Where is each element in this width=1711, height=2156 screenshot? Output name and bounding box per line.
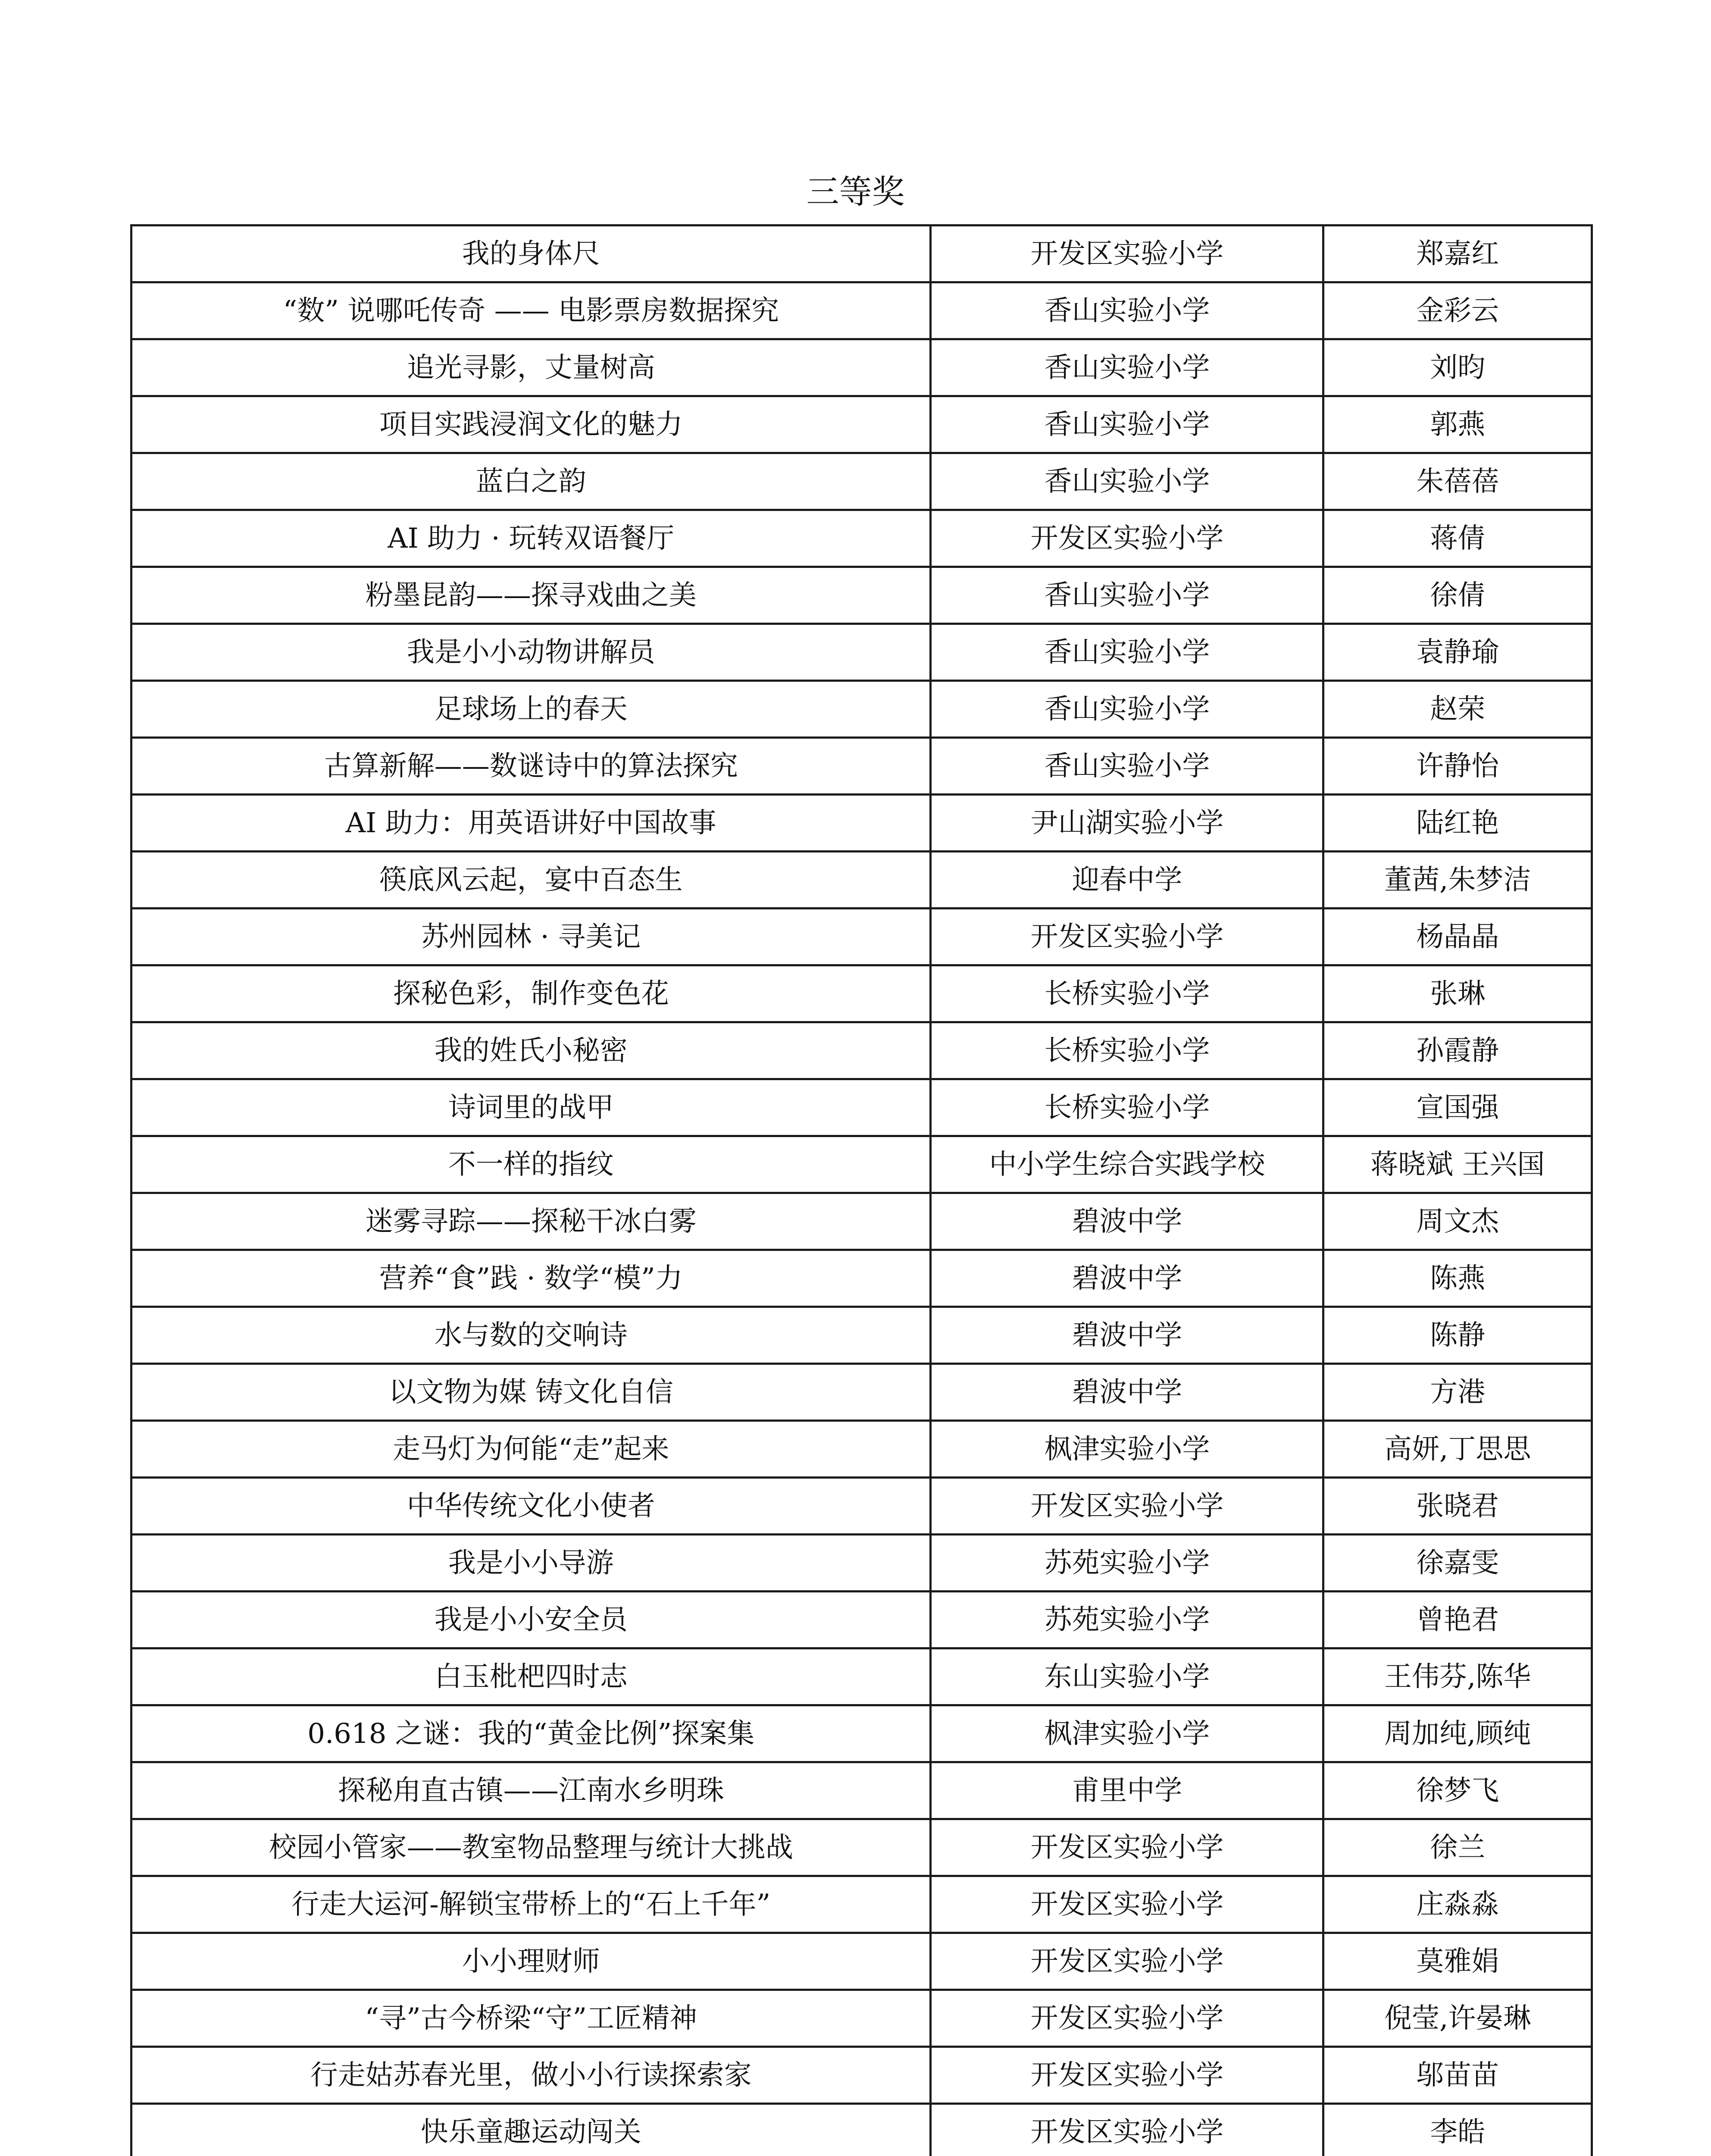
project-cell: 诗词里的战甲 bbox=[131, 1079, 931, 1136]
school-cell: 长桥实验小学 bbox=[931, 1022, 1323, 1079]
project-cell: AI 助力：用英语讲好中国故事 bbox=[131, 795, 931, 852]
project-cell: 追光寻影，丈量树高 bbox=[131, 339, 931, 396]
table-row bbox=[131, 1535, 1592, 1592]
project-cell: 古算新解——数谜诗中的算法探究 bbox=[131, 738, 931, 795]
school-cell: 长桥实验小学 bbox=[931, 1079, 1323, 1136]
teacher-cell: 张琳 bbox=[1323, 965, 1592, 1022]
teacher-cell: 高妍,丁思思 bbox=[1323, 1421, 1592, 1478]
teacher-cell: 徐倩 bbox=[1323, 567, 1592, 624]
teacher-cell: 陈静 bbox=[1323, 1307, 1592, 1364]
school-cell: 尹山湖实验小学 bbox=[931, 795, 1323, 852]
teacher-cell: 徐嘉雯 bbox=[1323, 1535, 1592, 1592]
table-row bbox=[131, 681, 1592, 738]
teacher-cell: 蒋倩 bbox=[1323, 510, 1592, 567]
table-row bbox=[131, 453, 1592, 510]
table-row bbox=[131, 282, 1592, 339]
table-row bbox=[131, 1364, 1592, 1421]
school-cell: 香山实验小学 bbox=[931, 339, 1323, 396]
table-row bbox=[131, 965, 1592, 1022]
table-row bbox=[131, 795, 1592, 852]
project-cell: 水与数的交响诗 bbox=[131, 1307, 931, 1364]
school-cell: 香山实验小学 bbox=[931, 453, 1323, 510]
school-cell: 开发区实验小学 bbox=[931, 1876, 1323, 1933]
project-cell: 蓝白之韵 bbox=[131, 453, 931, 510]
table-row bbox=[131, 339, 1592, 396]
teacher-cell: 徐梦飞 bbox=[1323, 1762, 1592, 1819]
table-row bbox=[131, 738, 1592, 795]
table-row bbox=[131, 852, 1592, 909]
project-cell: “寻”古今桥梁“守”工匠精神 bbox=[131, 1990, 931, 2047]
table-row bbox=[131, 1592, 1592, 1648]
table-row bbox=[131, 1136, 1592, 1193]
school-cell: 开发区实验小学 bbox=[931, 510, 1323, 567]
teacher-cell: 刘昀 bbox=[1323, 339, 1592, 396]
project-cell: 苏州园林 · 寻美记 bbox=[131, 909, 931, 965]
school-cell: 长桥实验小学 bbox=[931, 965, 1323, 1022]
project-cell: 行走姑苏春光里，做小小行读探索家 bbox=[131, 2047, 931, 2104]
award-table-body bbox=[131, 226, 1592, 2156]
school-cell: 开发区实验小学 bbox=[931, 909, 1323, 965]
project-cell: 我的姓氏小秘密 bbox=[131, 1022, 931, 1079]
teacher-cell: 莫雅娟 bbox=[1323, 1933, 1592, 1990]
teacher-cell: 周文杰 bbox=[1323, 1193, 1592, 1250]
project-cell: 营养“食”践 · 数学“模”力 bbox=[131, 1250, 931, 1307]
table-row bbox=[131, 909, 1592, 965]
table-row bbox=[131, 1307, 1592, 1364]
school-cell: 开发区实验小学 bbox=[931, 1990, 1323, 2047]
table-row bbox=[131, 1022, 1592, 1079]
school-cell: 碧波中学 bbox=[931, 1364, 1323, 1421]
teacher-cell: 倪莹,许晏琳 bbox=[1323, 1990, 1592, 2047]
teacher-cell: 蒋晓斌 王兴国 bbox=[1323, 1136, 1592, 1193]
teacher-cell: 郑嘉红 bbox=[1323, 226, 1592, 282]
project-cell: 不一样的指纹 bbox=[131, 1136, 931, 1193]
project-cell: 我是小小动物讲解员 bbox=[131, 624, 931, 681]
project-cell: 粉墨昆韵——探寻戏曲之美 bbox=[131, 567, 931, 624]
school-cell: 开发区实验小学 bbox=[931, 1819, 1323, 1876]
teacher-cell: 王伟芬,陈华 bbox=[1323, 1648, 1592, 1705]
award-table bbox=[130, 224, 1593, 2156]
table-row bbox=[131, 1990, 1592, 2047]
teacher-cell: 许静怡 bbox=[1323, 738, 1592, 795]
project-cell: 中华传统文化小使者 bbox=[131, 1478, 931, 1535]
school-cell: 枫津实验小学 bbox=[931, 1705, 1323, 1762]
teacher-cell: 庄淼淼 bbox=[1323, 1876, 1592, 1933]
project-cell: 0.618 之谜：我的“黄金比例”探案集 bbox=[131, 1705, 931, 1762]
teacher-cell: 金彩云 bbox=[1323, 282, 1592, 339]
teacher-cell: 杨晶晶 bbox=[1323, 909, 1592, 965]
school-cell: 开发区实验小学 bbox=[931, 226, 1323, 282]
project-cell: AI 助力 · 玩转双语餐厅 bbox=[131, 510, 931, 567]
table-row bbox=[131, 1705, 1592, 1762]
school-cell: 香山实验小学 bbox=[931, 567, 1323, 624]
table-row bbox=[131, 1478, 1592, 1535]
project-cell: 探秘色彩，制作变色花 bbox=[131, 965, 931, 1022]
school-cell: 迎春中学 bbox=[931, 852, 1323, 909]
project-cell: 我是小小安全员 bbox=[131, 1592, 931, 1648]
teacher-cell: 董茜,朱梦洁 bbox=[1323, 852, 1592, 909]
table-row bbox=[131, 567, 1592, 624]
table-row bbox=[131, 510, 1592, 567]
project-cell: 快乐童趣运动闯关 bbox=[131, 2104, 931, 2156]
project-cell: 迷雾寻踪——探秘干冰白雾 bbox=[131, 1193, 931, 1250]
school-cell: 中小学生综合实践学校 bbox=[931, 1136, 1323, 1193]
school-cell: 甫里中学 bbox=[931, 1762, 1323, 1819]
project-cell: 探秘甪直古镇——江南水乡明珠 bbox=[131, 1762, 931, 1819]
project-cell: “数” 说哪吒传奇 —— 电影票房数据探究 bbox=[131, 282, 931, 339]
teacher-cell: 赵荣 bbox=[1323, 681, 1592, 738]
table-row bbox=[131, 2047, 1592, 2104]
project-cell: 白玉枇杷四时志 bbox=[131, 1648, 931, 1705]
project-cell: 项目实践浸润文化的魅力 bbox=[131, 396, 931, 453]
teacher-cell: 朱蓓蓓 bbox=[1323, 453, 1592, 510]
project-cell: 行走大运河-解锁宝带桥上的“石上千年” bbox=[131, 1876, 931, 1933]
school-cell: 香山实验小学 bbox=[931, 396, 1323, 453]
table-row bbox=[131, 2104, 1592, 2156]
table-row bbox=[131, 226, 1592, 282]
teacher-cell: 郭燕 bbox=[1323, 396, 1592, 453]
teacher-cell: 袁静瑜 bbox=[1323, 624, 1592, 681]
school-cell: 开发区实验小学 bbox=[931, 1933, 1323, 1990]
project-cell: 小小理财师 bbox=[131, 1933, 931, 1990]
table-row bbox=[131, 1250, 1592, 1307]
teacher-cell: 孙霞静 bbox=[1323, 1022, 1592, 1079]
project-cell: 足球场上的春天 bbox=[131, 681, 931, 738]
teacher-cell: 陈燕 bbox=[1323, 1250, 1592, 1307]
teacher-cell: 徐兰 bbox=[1323, 1819, 1592, 1876]
school-cell: 香山实验小学 bbox=[931, 738, 1323, 795]
school-cell: 东山实验小学 bbox=[931, 1648, 1323, 1705]
table-row bbox=[131, 1421, 1592, 1478]
teacher-cell: 张晓君 bbox=[1323, 1478, 1592, 1535]
table-row bbox=[131, 396, 1592, 453]
school-cell: 碧波中学 bbox=[931, 1307, 1323, 1364]
school-cell: 开发区实验小学 bbox=[931, 2047, 1323, 2104]
school-cell: 香山实验小学 bbox=[931, 282, 1323, 339]
table-row bbox=[131, 1079, 1592, 1136]
project-cell: 我是小小导游 bbox=[131, 1535, 931, 1592]
school-cell: 苏苑实验小学 bbox=[931, 1535, 1323, 1592]
school-cell: 碧波中学 bbox=[931, 1193, 1323, 1250]
teacher-cell: 方港 bbox=[1323, 1364, 1592, 1421]
school-cell: 开发区实验小学 bbox=[931, 2104, 1323, 2156]
table-row bbox=[131, 1648, 1592, 1705]
table-row bbox=[131, 1762, 1592, 1819]
school-cell: 苏苑实验小学 bbox=[931, 1592, 1323, 1648]
project-cell: 筷底风云起，宴中百态生 bbox=[131, 852, 931, 909]
project-cell: 走马灯为何能“走”起来 bbox=[131, 1421, 931, 1478]
teacher-cell: 李皓 bbox=[1323, 2104, 1592, 2156]
table-row bbox=[131, 1933, 1592, 1990]
school-cell: 开发区实验小学 bbox=[931, 1478, 1323, 1535]
table-row bbox=[131, 1819, 1592, 1876]
school-cell: 香山实验小学 bbox=[931, 681, 1323, 738]
teacher-cell: 周加纯,顾纯 bbox=[1323, 1705, 1592, 1762]
project-cell: 校园小管家——教室物品整理与统计大挑战 bbox=[131, 1819, 931, 1876]
teacher-cell: 陆红艳 bbox=[1323, 795, 1592, 852]
teacher-cell: 邬苗苗 bbox=[1323, 2047, 1592, 2104]
project-cell: 我的身体尺 bbox=[131, 226, 931, 282]
table-row bbox=[131, 1876, 1592, 1933]
table-row bbox=[131, 1193, 1592, 1250]
table-row bbox=[131, 624, 1592, 681]
project-cell: 以文物为媒 铸文化自信 bbox=[131, 1364, 931, 1421]
teacher-cell: 曾艳君 bbox=[1323, 1592, 1592, 1648]
teacher-cell: 宣国强 bbox=[1323, 1079, 1592, 1136]
school-cell: 枫津实验小学 bbox=[931, 1421, 1323, 1478]
school-cell: 碧波中学 bbox=[931, 1250, 1323, 1307]
school-cell: 香山实验小学 bbox=[931, 624, 1323, 681]
section-title: 三等奖 bbox=[806, 172, 905, 211]
